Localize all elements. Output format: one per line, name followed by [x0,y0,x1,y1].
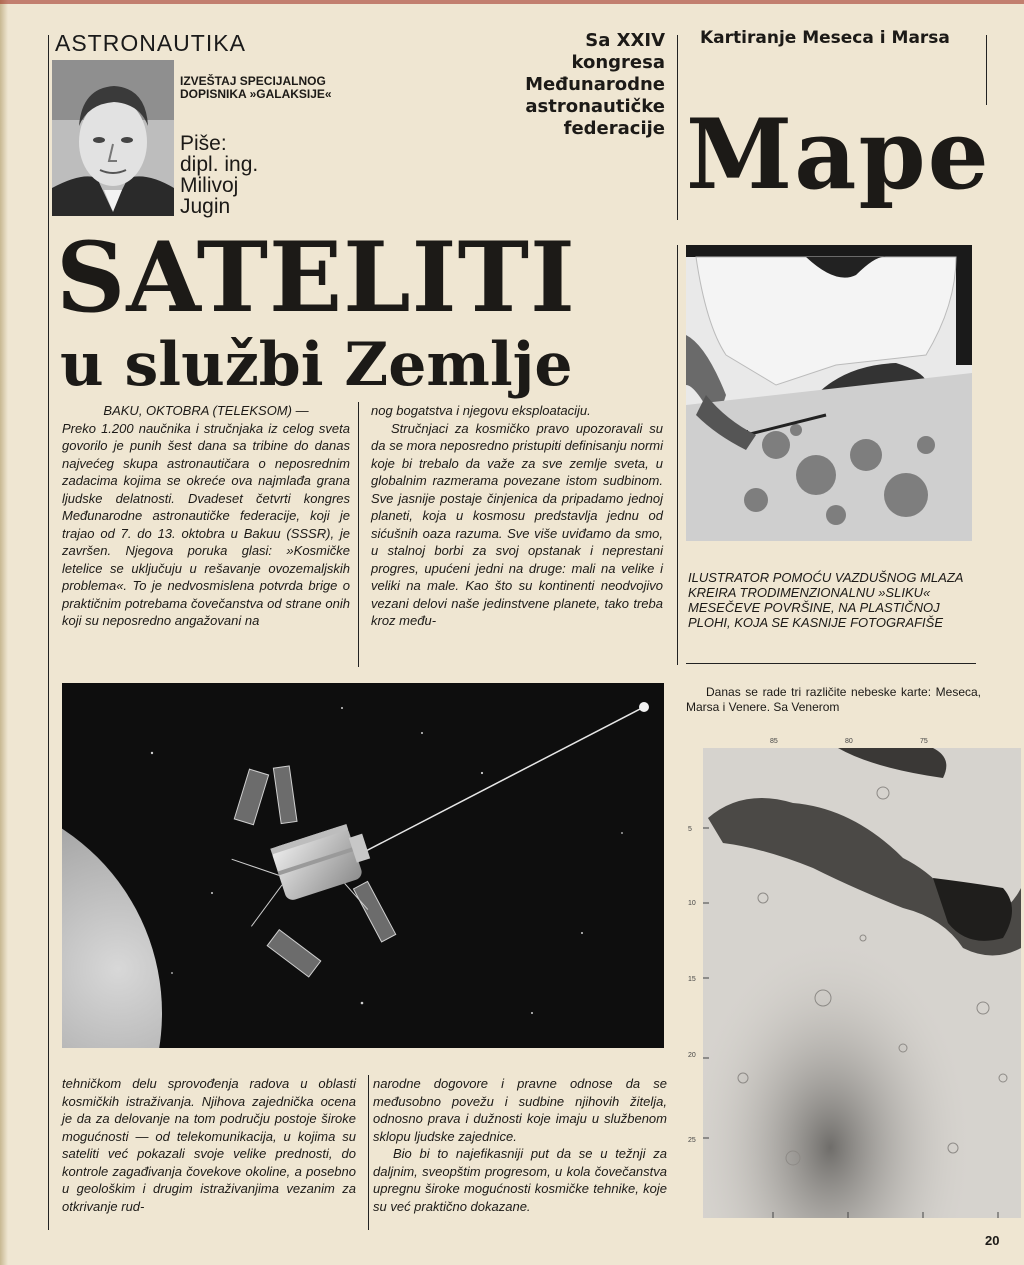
byline-line: dipl. ing. [180,153,259,176]
headline-subtitle: u službi Zemlje [60,330,573,400]
article-paragraph: narodne dogovore i pravne odnose da se međusobno povežu i sudbine njihovih žitelja, odnosno prava i dužnosti koje imaju u službenom sklopu ljudske zajednice. [373,1076,667,1144]
sidebar-intro: Danas se rade tri različite nebeske karte: Meseca, Marsa i Venere. Sa Venerom [686,685,981,714]
author-byline [180,133,340,217]
illustrator-photo [686,245,972,541]
map-scale-label: 5 [688,826,692,833]
article-dateline: BAKU, OKTOBRA (TELEKSOM) — [103,403,309,418]
article-paragraph: Stručnjaci za kosmičko pravo upozoravali su da se mora neposredno pristupiti definisanju normi koje bi trebalo da važe za sve zemlje sveta, u globalnim razmerama povezane istom sudbinom. Sve jasnije postaje činjenica da pripadamo jednoj planeti, koja u kosmosu predstavlja jednu od sićušnih oaza razuma. Sve više uviđamo da smo, u stalnoj borbi za svoj opstanak i neprestani progres, upućeni jedni na druge: mali na velike i veliki na male. Kao što su kontinenti neodvojivo vezani delovi naše jedinstvene planete, tako treba kroz među- [371,420,663,628]
sidebar-title-text: Mape [686,100,991,210]
mars-map-image [703,748,1021,1218]
map-scale-label: 15 [688,976,696,983]
byline-line: Jugin [180,195,231,218]
kicker-right-rule [986,35,987,105]
left-margin-rule [48,35,49,1230]
section-title: ASTRONAUTIKA [55,30,246,56]
page-binding-shadow [0,0,8,1265]
satellite-photo [62,683,664,1048]
article-column-2-bottom [373,1075,667,1215]
congress-subtitle [500,30,665,140]
article-paragraph: Preko 1.200 naučnika i stručnjaka iz celog sveta govorilo je punih šest dana sa tribine do danas najvećeg skupa astronautičara o neposrednim zadacima kojima se okreće ova najmlađa grana ljudske delatnosti. Dvadeset četvrti kongres Međunarodne astronautičke federacije, koji je trajao od 7. do 13. oktobra u Bakuu (SSSR), je završen. Njegova poruka glasi: »Kosmičke letelice se uključuju u rešavanje ovozemaljskih problema«. To je nedvosmislena potvrda brige o praktičnim potrebama čovečanstva od strane onih koji su neposredno angažovani na [62,420,350,628]
congress-line: kongresa [571,52,665,73]
byline-line: Milivoj [180,174,239,197]
bottom-column-divider [368,1075,369,1230]
article-column-1-bottom [62,1075,356,1215]
sidebar-caption-rule [686,663,976,664]
map-scale-label: 10 [688,900,696,907]
page-number: 20 [985,1233,1000,1248]
article-column-2-top [371,402,663,630]
congress-line: astronautičke [525,96,665,117]
sidebar-title [686,100,1024,210]
header-divider-rule [677,35,678,220]
photo-caption: ILUSTRATOR POMOĆU VAZDUŠNOG MLAZA KREIRA TRODIMENZIONALNU »SLIKU« MESEČEVE POVRŠINE, NA PLASTIČNOJ PLOHI, KOJA SE KASNIJE FOTOGRAFIŠE [688,570,963,630]
congress-line: Sa XXIV [585,30,665,51]
author-portrait [52,60,174,216]
map-scale-label: 25 [688,1137,696,1144]
map-scale-label: 80 [845,738,853,745]
article-paragraph: Bio bi to najefikasniji put da se u težnji za daljnim, sveopštim progresom, u kola čovečanstva upregnu široke mogućnosti kosmičke tehnike, koje su već praktično dokazane. [373,1146,667,1214]
article-paragraph: nog bogatstva i njegovu eksploataciju. [371,403,591,418]
top-edge-strip [0,0,1024,4]
map-scale-label: 75 [920,738,928,745]
top-column-divider [358,402,359,667]
byline-line: Piše: [180,132,227,155]
map-scale-label: 85 [770,738,778,745]
congress-line: federacije [563,118,665,139]
article-paragraph: tehničkom delu sprovođenja radova u oblasti kosmičkih istraživanja. Njihova zajednička ocena je da za delovanje na tom području postoje široke mogućnosti — od telekomunikacija, u kojima su sateliti već pokazali svoje velike prednosti, do kontrole zagađivanja čovekove okoline, a posebno u geološkim i drugim istraživanjima vezanim za otkrivanje rud- [62,1076,356,1214]
congress-line: Međunarodne [525,74,665,95]
report-label: IZVEŠTAJ SPECIJALNOG DOPISNIKA »GALAKSIJE« [180,74,332,101]
sidebar-divider-top [677,245,678,665]
headline-title: SATELITI [56,221,576,334]
article-column-1-top [62,402,350,630]
map-scale-label: 20 [688,1052,696,1059]
sidebar-kicker: Kartiranje Meseca i Marsa [700,28,950,48]
